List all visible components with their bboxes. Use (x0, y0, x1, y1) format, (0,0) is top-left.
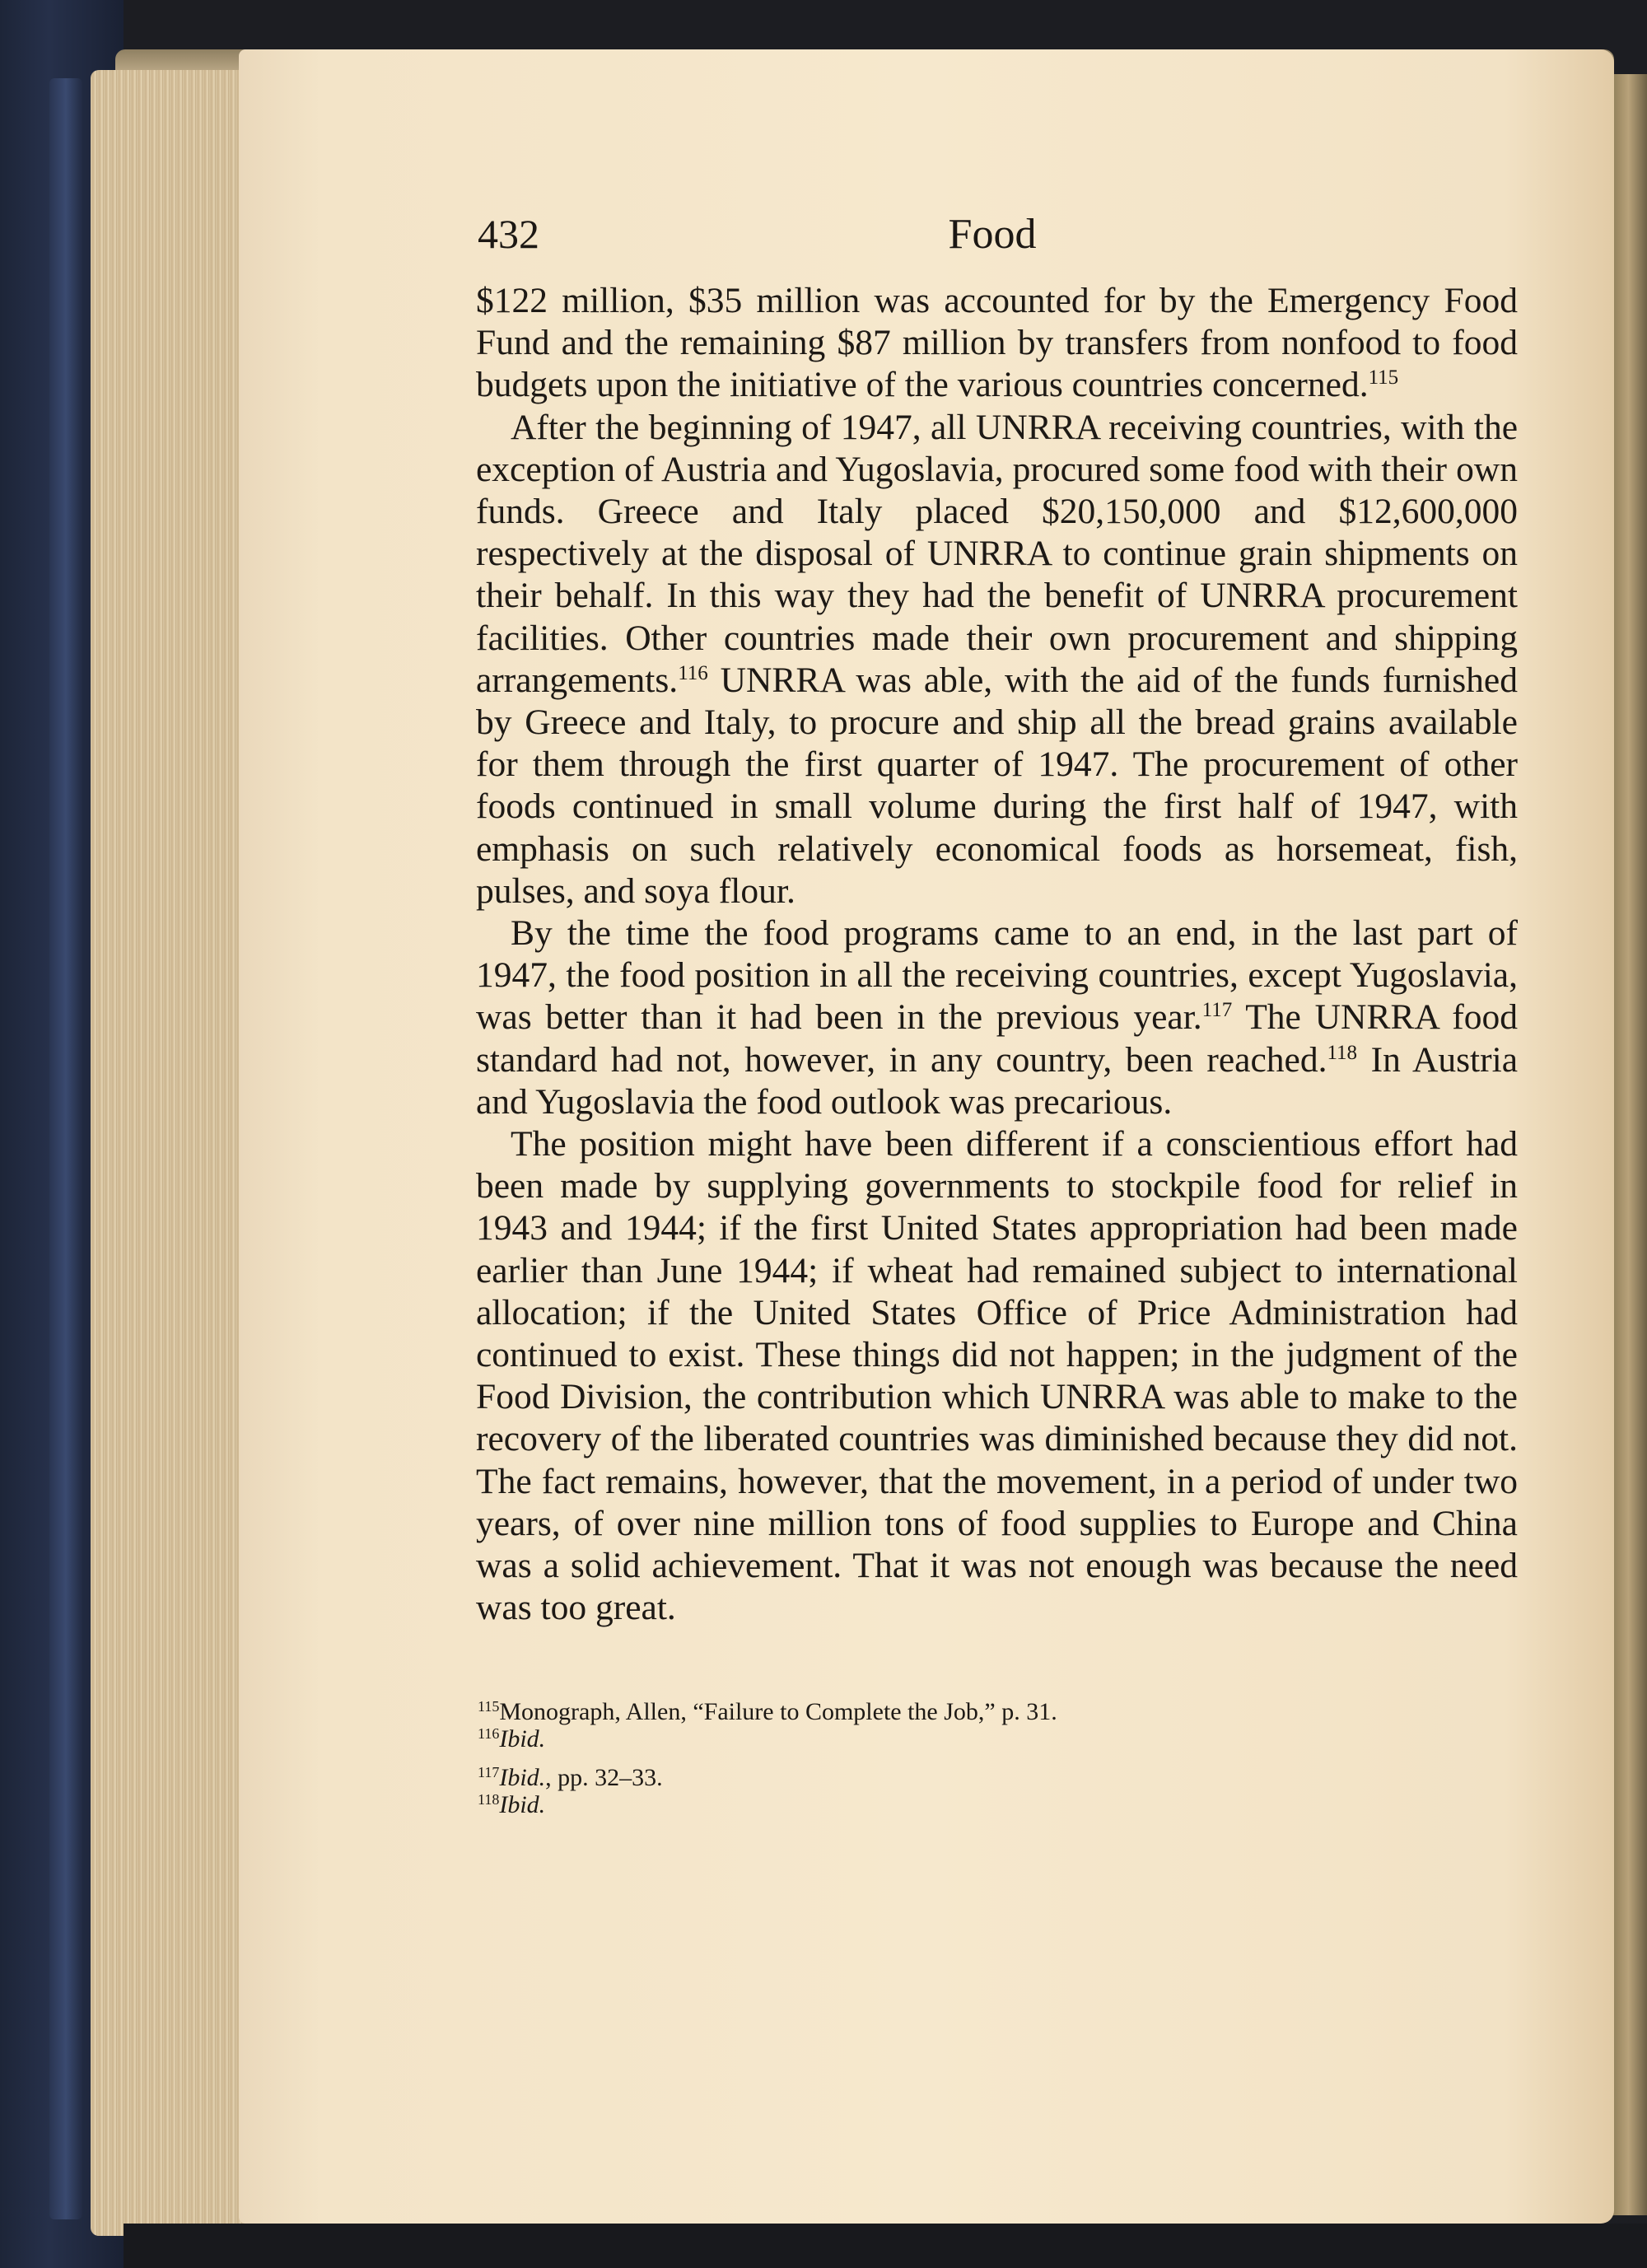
footnotes (478, 1698, 1519, 1818)
paragraph-text: In Austria and Yugoslavia the food outlook was precarious. (476, 1039, 1518, 1122)
footnote (478, 1725, 1519, 1752)
background-shadow (124, 2224, 1647, 2268)
footnote (478, 1698, 1519, 1725)
footnote-gap (478, 1752, 1519, 1764)
running-head: Food (948, 211, 1037, 258)
book-spine-edge (49, 78, 82, 2219)
paragraph (476, 912, 1518, 1123)
footnote-reference: 116 (678, 661, 708, 684)
footnote-text-italic: Ibid. (499, 1764, 546, 1791)
page-stack-edge (91, 70, 247, 2236)
footnote-reference: 118 (1327, 1041, 1358, 1064)
footnote-number: 115 (478, 1698, 500, 1715)
facing-page-edge (1610, 74, 1647, 2215)
page-number: 432 (478, 211, 539, 257)
footnote-number: 118 (478, 1791, 500, 1808)
paragraph-text: UNRRA was able, with the aid of the funds furnished by Greece and Italy, to procure and ship all the bread grains available for them through the first quarter of 1947. The procurement of other foods continued in small volume during the first half of 1947, with emphasis on such relatively economical foods as horsemeat, fish, pulses, and soya flour. (476, 660, 1518, 911)
footnote-reference: 115 (1368, 366, 1399, 390)
footnote-text: , pp. 32–33. (545, 1764, 663, 1791)
paragraph (476, 1123, 1518, 1629)
paragraph (476, 407, 1518, 912)
footnote-reference: 117 (1201, 999, 1233, 1022)
paragraph-text: The position might have been different if a conscientious effort had been made by supplying governments to stockpile food for relief in 1943 and 1944; if the first United States appropriation had been made earlier than June 1944; if wheat had remained subject to international allocation; if the United States Office of Price Administration had continued to exist. These things did not happen; in the judgment of the Food Division, the contribution which UNRRA was able to make to the recovery of the liberated countries was diminished because they did not. The fact remains, however, that the movement, in a period of under two years, of over nine million tons of food supplies to Europe and China was a solid achievement. That it was not enough was because the need was too great. (476, 1124, 1518, 1628)
footnote-number: 117 (478, 1764, 500, 1780)
footnote-number: 116 (478, 1725, 500, 1742)
paragraph-text: After the beginning of 1947, all UNRRA receiving countries, with the exception of Austria and Yugoslavia, procured some food with their own funds. Greece and Italy placed $20,150,000 and $12,600,000 respectively at the disposal of UNRRA to continue grain shipments on their behalf. In this way they had the benefit of UNRRA procurement facilities. Other countries made their own procurement and shipping arrangements. (476, 407, 1518, 700)
footnote-text: Ibid. (499, 1791, 546, 1818)
footnote-text: Monograph, Allen, “Failure to Complete the Job,” p. 31. (499, 1698, 1057, 1725)
paragraph (476, 280, 1518, 407)
footnote-text: Ibid. (499, 1725, 546, 1752)
paragraph-text: By the time the food programs came to an end, in the last part of 1947, the food position in all the receiving countries, except Yugoslavia, was better than it had been in the previous year. (476, 913, 1518, 1038)
body-text (476, 280, 1518, 1630)
paragraph-text: $122 million, $35 million was accounted for by the Emergency Food Fund and the remaining $87 million by transfers from nonfood to food budgets upon the initiative of the various countries concerned. (476, 281, 1518, 405)
footnote (478, 1791, 1519, 1818)
paragraph-text: The UNRRA food standard had not, however, in any country, been reached. (476, 997, 1518, 1080)
page-header (478, 210, 1507, 268)
footnote (478, 1764, 1519, 1791)
